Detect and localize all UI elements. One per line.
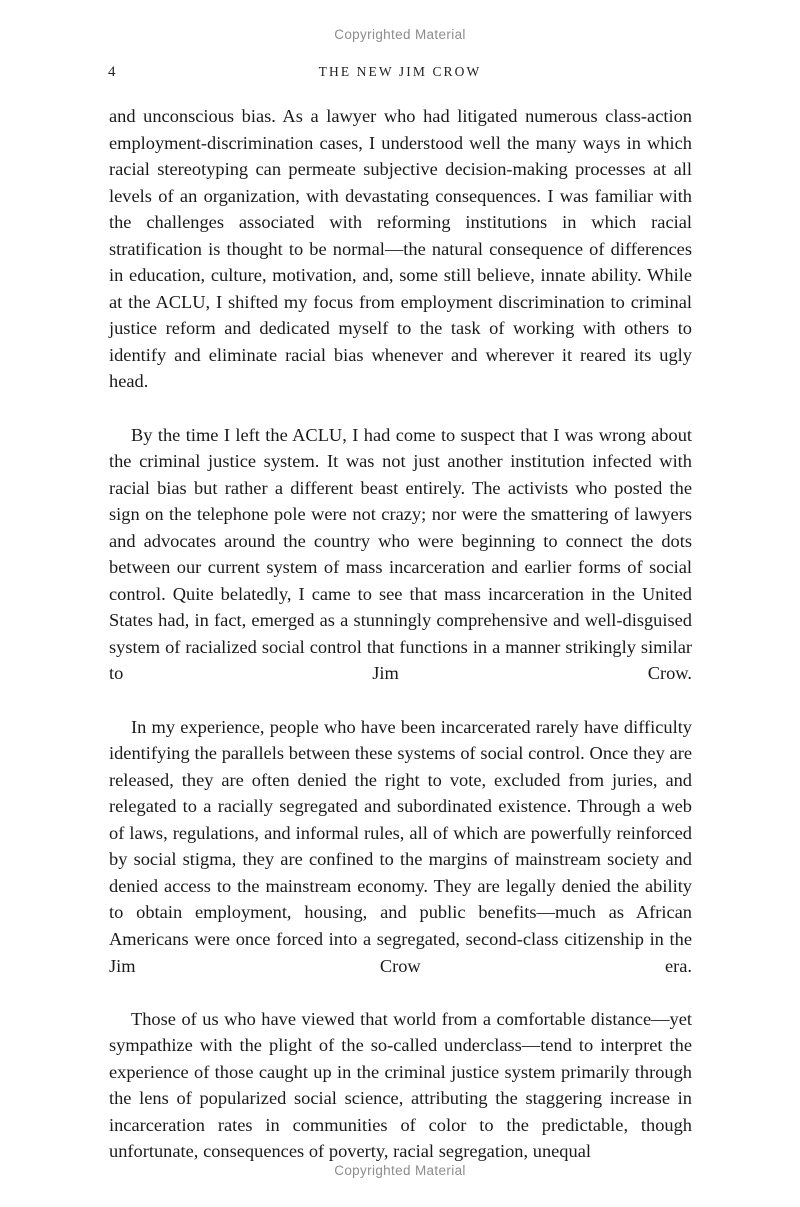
running-head-row <box>108 62 692 82</box>
page-number: 4 <box>108 64 116 80</box>
paragraph-4: Those of us who have viewed that world from a comfortable distance—yet sympathize with the plight of the so-called underclass—tend to interpret the experience of those caught up in the criminal justice system primarily through the lens of popularized social science, attributing the staggering increase in incarceration rates in communities of color to the predictable, though unfortunate, consequences of poverty, racial segregation, unequal <box>109 1008 692 1162</box>
body-text-block <box>109 103 692 1165</box>
copyright-watermark-bottom: Copyrighted Material <box>334 1163 466 1178</box>
copyright-watermark-top: Copyrighted Material <box>334 27 466 42</box>
running-head-title: THE NEW JIM CROW <box>318 64 482 79</box>
paragraph-3: In my experience, people who have been incarcerated rarely have difficulty identifying the parallels between these systems of social control. Once they are released, they are often denied the right to vote, excluded from juries, and relegated to a racially segregated and subordinated existence. Through a web of laws, regulations, and informal rules, all of which are powerfully reinforced by social stigma, they are confined to the margins of mainstream society and denied access to the mainstream economy. They are legally denied the ability to obtain employment, housing, and public benefits—much as African Americans were once forced into a segregated, second-class citizenship in the Jim Crow era. <box>109 716 692 976</box>
paragraph-2: By the time I left the ACLU, I had come to suspect that I was wrong about the criminal justice system. It was not just another institution infected with racial bias but rather a different beast entirely. The activists who posted the sign on the telephone pole were not crazy; nor were the smattering of lawyers and advocates around the country who were beginning to connect the dots between our current system of mass incarceration and earlier forms of social control. Quite belatedly, I came to see that mass incarceration in the United States had, in fact, emerged as a stunningly comprehensive and well-disguised system of racialized social control that functions in a manner strikingly similar to Jim Crow. <box>109 424 692 684</box>
paragraph-1: and unconscious bias. As a lawyer who had litigated numerous class-action employment-discrimination cases, I understood well the many ways in which racial stereotyping can permeate subjective decision-making processes at all levels of an organization, with devastating consequences. I was familiar with the challenges associated with reforming institutions in which racial stratification is thought to be normal—the natural consequence of differences in education, culture, motivation, and, some still believe, innate ability. While at the ACLU, I shifted my focus from employment discrimination to criminal justice reform and dedicated myself to the task of working with others to identify and eliminate racial bias whenever and wherever it reared its ugly head. <box>109 106 692 392</box>
